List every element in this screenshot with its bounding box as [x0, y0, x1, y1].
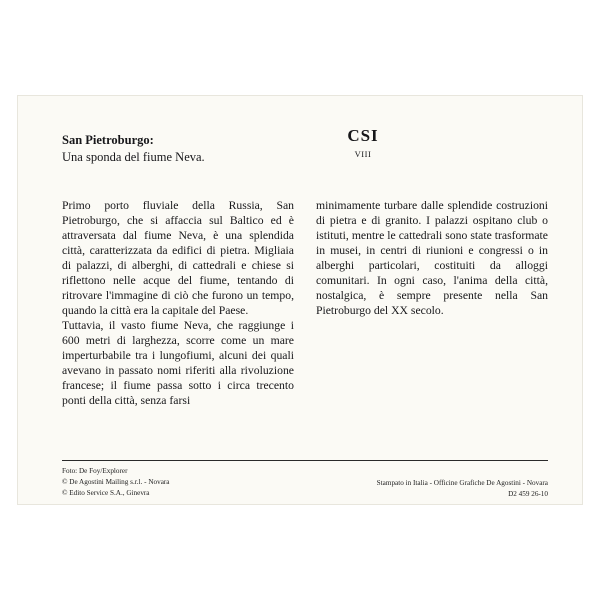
series-code-block [308, 126, 418, 159]
printer-line: Stampato in Italia - Officine Grafiche De Agostini - Novara [376, 479, 548, 487]
footer-credits [62, 466, 169, 500]
series-number: VIII [354, 149, 372, 159]
credit-line: © Edito Service S.A., Ginevra [62, 489, 150, 498]
body-column-right [316, 198, 548, 450]
credit-line: Foto: De Foy/Explorer [62, 467, 128, 475]
page-title: San Pietroburgo: [62, 133, 154, 147]
credit-line: © De Agostini Mailing s.r.l. - Novara [62, 478, 170, 487]
postcard-content [40, 114, 560, 499]
title-block [62, 132, 312, 166]
body-column-left [62, 198, 294, 450]
postcard-header [40, 114, 560, 172]
footer-divider [62, 460, 548, 461]
page-subtitle: Una sponda del fiume Neva. [62, 149, 205, 164]
body-paragraph: Primo porto fluviale della Russia, San Pietroburgo, che si affaccia sul Baltico ed è attraversata dal fiume Neva, è una splendida città, caratterizzata da edifici di pietra. Migliaia di palazzi, di alberghi, di cattedrali e chiese si riflettono nelle acque del fiume, tentando di ritrovare l'immagine di ciò che furono un tempo, quando la città era la capitale del Paese. [62, 199, 294, 318]
body-paragraph: minimamente turbare dalle splendide costruzioni di pietra e di granito. I palazzi ospitano club o istituti, mentre le cattedrali sono state trasformate in musei, in centri di riunioni e congressi o in alberghi particolari, costituiti da alloggi comunitari. In ogni caso, l'anima della città, nostalgica, è sempre presente nella San Pietroburgo del XX secolo. [316, 199, 548, 318]
catalog-number: D2 459 26-10 [508, 490, 548, 499]
footer-printer-info [377, 466, 548, 500]
postcard-back [18, 96, 582, 504]
body-columns [62, 198, 548, 450]
series-code: CSI [347, 126, 379, 145]
postcard-footer [62, 466, 548, 500]
body-paragraph: Tuttavia, il vasto fiume Neva, che raggiunge i 600 metri di larghezza, scorre come un mare imperturbabile tra i lungofiumi, alcuni dei quali avevano in passato nomi riferiti alla rivoluzione francese; il fiume passa sotto i circa trecento ponti della città, senza farsi [62, 319, 294, 408]
